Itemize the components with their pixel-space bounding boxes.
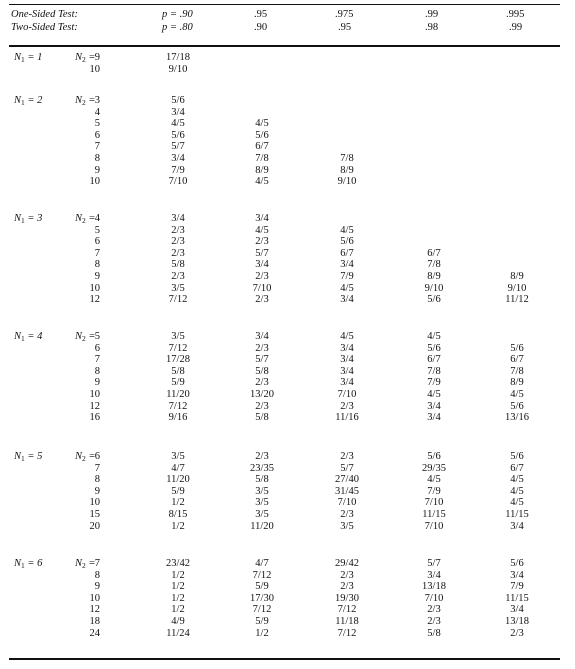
n1-label: $N_1 = 3$ <box>14 213 43 225</box>
table-cell: 5/8 <box>255 365 269 377</box>
n2-value: 9 <box>94 377 100 389</box>
n2-value: 16 <box>89 412 100 424</box>
one-sided-label: One-Sided Test: <box>11 9 78 20</box>
table-cell: 11/20 <box>250 520 274 532</box>
table-cell: 11/20 <box>166 474 190 486</box>
table-cell: 5/9 <box>255 581 269 593</box>
table-cell: 11/15 <box>505 592 529 604</box>
table-cell: 3/5 <box>340 520 354 532</box>
table-cell: 5/8 <box>427 627 441 639</box>
table-cell: 9/10 <box>507 282 527 294</box>
n2-value: 7 <box>94 247 100 259</box>
n2-value: 6 <box>94 342 100 354</box>
table-cell: 3/4 <box>340 259 354 271</box>
table-cell: 1/2 <box>171 592 185 604</box>
n2-value: 10 <box>89 176 100 188</box>
table-cell: 5/6 <box>510 342 524 354</box>
n2-value: 12 <box>89 400 100 412</box>
table-cell: 3/5 <box>171 331 185 342</box>
n2-value: 20 <box>89 520 100 532</box>
table-cell: 5/8 <box>255 474 269 486</box>
table-cell: 4/5 <box>427 474 441 486</box>
table-cell: 4/7 <box>255 558 269 569</box>
table-cell: 5/8 <box>171 365 185 377</box>
table-cell: 7/10 <box>168 176 188 188</box>
table-cell: 3/4 <box>255 213 269 224</box>
table-cell: 9/10 <box>424 282 444 294</box>
n2-value: 6 <box>94 236 100 248</box>
table-cell: 7/10 <box>424 497 444 509</box>
n2-value: 7 <box>94 354 100 366</box>
table-cell: 5/6 <box>427 342 441 354</box>
n2-value: 4 <box>94 213 100 224</box>
table-cell: 2/3 <box>340 509 354 520</box>
table-cell: 11/15 <box>505 509 529 520</box>
table-cell: 3/4 <box>340 342 354 354</box>
n2-value: 5 <box>94 224 100 236</box>
header-col-2-two: .90 <box>254 22 268 33</box>
n2-value: 10 <box>89 497 100 509</box>
table-cell: 2/3 <box>340 400 354 412</box>
n2-value: 4 <box>94 106 100 118</box>
table-cell: 6/7 <box>510 462 524 474</box>
table-cell: 1/2 <box>255 627 269 639</box>
table-cell: 5/6 <box>171 129 185 141</box>
table-cell: 7/10 <box>337 497 357 509</box>
table-cell: 2/3 <box>171 236 185 248</box>
table-cell: 1/2 <box>171 581 185 593</box>
table-cell: 5/7 <box>340 462 354 474</box>
header-col-5-two: .99 <box>509 22 523 33</box>
table-cell: 3/4 <box>510 604 524 616</box>
table-cell: 7/10 <box>424 592 444 604</box>
table-cell: 23/42 <box>166 558 190 569</box>
header-col-2-one: .95 <box>254 9 268 20</box>
n2-value: 7 <box>94 558 100 569</box>
table-cell: 6/7 <box>255 141 269 153</box>
header-col-4-two: .98 <box>425 22 439 33</box>
n2-value: 7 <box>94 141 100 153</box>
n2-value: 24 <box>89 627 100 639</box>
n1-label: $N_1 = 2$ <box>14 95 43 107</box>
table-cell: 5/6 <box>427 451 441 462</box>
table-cell: 5/9 <box>171 485 185 497</box>
n2-value: 8 <box>94 153 100 164</box>
table-cell: 3/4 <box>171 153 185 164</box>
table-cell: 7/9 <box>510 581 524 593</box>
table-cell: 8/9 <box>340 164 354 176</box>
n2-value: 12 <box>89 294 100 306</box>
n1-label: $N_1 = 1$ <box>14 52 43 64</box>
table-cell: 2/3 <box>340 451 354 462</box>
table-cell: 2/3 <box>171 247 185 259</box>
table-cell: 7/10 <box>424 520 444 532</box>
table-cell: 19/30 <box>335 592 359 604</box>
table-cell: 7/9 <box>427 485 441 497</box>
header-rule <box>9 45 560 47</box>
table-cell: 11/24 <box>166 627 190 639</box>
table-cell: 2/3 <box>255 377 269 389</box>
table-cell: 11/18 <box>335 616 359 627</box>
table-cell: 8/15 <box>168 509 188 520</box>
table-cell: 6/7 <box>427 354 441 366</box>
table-cell: 6/7 <box>427 247 441 259</box>
n2-value: 5 <box>94 331 100 342</box>
n2-value: 8 <box>94 474 100 486</box>
table-cell: 4/5 <box>171 118 185 130</box>
n2-label: $N_2$ = <box>75 558 96 570</box>
table-cell: 5/7 <box>255 247 269 259</box>
table-cell: 5/6 <box>510 451 524 462</box>
table-cell: 7/12 <box>252 604 272 616</box>
n2-value: 9 <box>94 271 100 282</box>
table-cell: 2/3 <box>340 581 354 593</box>
n2-value: 3 <box>94 95 100 106</box>
n2-value: 12 <box>89 604 100 616</box>
table-cell: 2/3 <box>427 604 441 616</box>
table-cell: 3/5 <box>255 485 269 497</box>
n2-value: 9 <box>94 164 100 176</box>
table-cell: 7/12 <box>337 627 357 639</box>
n2-label: $N_2$ = <box>75 213 96 225</box>
table-cell: 2/3 <box>510 627 524 639</box>
table-cell: 8/9 <box>255 164 269 176</box>
table-cell: 5/6 <box>427 294 441 306</box>
table-cell: 29/35 <box>422 462 446 474</box>
table-cell: 4/5 <box>255 118 269 130</box>
table-cell: 3/4 <box>510 520 524 532</box>
table-cell: 1/2 <box>171 497 185 509</box>
table-cell: 5/9 <box>255 616 269 627</box>
n2-value: 8 <box>94 365 100 377</box>
table-cell: 3/4 <box>255 331 269 342</box>
table-cell: 3/4 <box>510 569 524 581</box>
table-cell: 4/5 <box>340 282 354 294</box>
table-cell: 7/8 <box>340 153 354 164</box>
table-cell: 3/4 <box>427 400 441 412</box>
table-cell: 23/35 <box>250 462 274 474</box>
table-cell: 5/7 <box>171 141 185 153</box>
table-cell: 4/5 <box>427 389 441 400</box>
table-cell: 2/3 <box>171 224 185 236</box>
table-cell: 3/4 <box>340 354 354 366</box>
header-col-3-one: .975 <box>335 9 354 20</box>
table-cell: 5/6 <box>510 400 524 412</box>
table-cell: 27/40 <box>335 474 359 486</box>
header-col-5-one: .995 <box>506 9 525 20</box>
table-cell: 11/20 <box>166 389 190 400</box>
table-cell: 4/5 <box>427 331 441 342</box>
table-cell: 17/28 <box>166 354 190 366</box>
table-cell: 4/5 <box>340 224 354 236</box>
table-cell: 8/9 <box>427 271 441 282</box>
table-cell: 4/5 <box>510 485 524 497</box>
table-cell: 7/8 <box>427 365 441 377</box>
table-cell: 8/9 <box>510 377 524 389</box>
table-cell: 3/4 <box>340 377 354 389</box>
table-cell: 7/10 <box>252 282 272 294</box>
n2-value: 10 <box>89 389 100 400</box>
table-cell: 3/4 <box>427 412 441 424</box>
n2-value: 9 <box>94 581 100 593</box>
table-cell: 4/5 <box>255 176 269 188</box>
table-cell: 4/5 <box>510 474 524 486</box>
table-cell: 5/8 <box>171 259 185 271</box>
table-cell: 4/5 <box>255 224 269 236</box>
table-cell: 31/45 <box>335 485 359 497</box>
table-cell: 9/16 <box>168 412 188 424</box>
table-cell: 3/4 <box>340 365 354 377</box>
n2-label: $N_2$ = <box>75 52 96 64</box>
table-cell: 4/7 <box>171 462 185 474</box>
table-cell: 4/9 <box>171 616 185 627</box>
table-cell: 4/5 <box>510 497 524 509</box>
table-cell: 4/5 <box>340 331 354 342</box>
table-cell: 7/9 <box>171 164 185 176</box>
table-cell: 13/18 <box>505 616 529 627</box>
n2-value: 8 <box>94 259 100 271</box>
n1-label: $N_1 = 6$ <box>14 558 43 570</box>
table-cell: 2/3 <box>255 342 269 354</box>
table-cell: 9/10 <box>337 176 357 188</box>
n2-value: 7 <box>94 462 100 474</box>
table-cell: 3/4 <box>255 259 269 271</box>
table-cell: 7/9 <box>427 377 441 389</box>
table-cell: 1/2 <box>171 569 185 581</box>
table-cell: 3/4 <box>427 569 441 581</box>
table-cell: 11/15 <box>422 509 446 520</box>
table-cell: 2/3 <box>255 271 269 282</box>
table-cell: 11/16 <box>335 412 359 424</box>
n2-value: 5 <box>94 118 100 130</box>
table-cell: 3/4 <box>340 294 354 306</box>
table-cell: 7/8 <box>427 259 441 271</box>
n2-value: 10 <box>89 63 100 75</box>
table-cell: 7/12 <box>168 342 188 354</box>
table-cell: 7/8 <box>510 365 524 377</box>
bottom-rule <box>9 658 560 660</box>
n2-label: $N_2$ = <box>75 451 96 463</box>
table-cell: 9/10 <box>168 63 188 75</box>
table-cell: 3/5 <box>255 497 269 509</box>
table-cell: 5/8 <box>255 412 269 424</box>
table-cell: 2/3 <box>255 294 269 306</box>
table-cell: 5/7 <box>255 354 269 366</box>
table-cell: 3/5 <box>171 451 185 462</box>
table-cell: 3/4 <box>171 213 185 224</box>
table-cell: 29/42 <box>335 558 359 569</box>
n2-value: 15 <box>89 509 100 520</box>
n1-label: $N_1 = 5$ <box>14 451 43 463</box>
n2-label: $N_2$ = <box>75 95 96 107</box>
table-cell: 5/6 <box>340 236 354 248</box>
table-cell: 5/6 <box>510 558 524 569</box>
table-cell: 2/3 <box>255 451 269 462</box>
table-cell: 17/30 <box>250 592 274 604</box>
header-col-1-one: p = .90 <box>162 9 193 20</box>
table-cell: 17/18 <box>166 52 190 63</box>
table-cell: 5/6 <box>255 129 269 141</box>
n2-value: 10 <box>89 592 100 604</box>
n2-value: 10 <box>89 282 100 294</box>
header-col-4-one: .99 <box>425 9 439 20</box>
table-cell: 2/3 <box>255 400 269 412</box>
table-cell: 7/12 <box>168 294 188 306</box>
table-cell: 13/20 <box>250 389 274 400</box>
table-cell: 7/8 <box>255 153 269 164</box>
table-cell: 4/5 <box>510 389 524 400</box>
n2-value: 6 <box>94 129 100 141</box>
header-col-1-two: p = .80 <box>162 22 193 33</box>
table-cell: 13/18 <box>422 581 446 593</box>
table-cell: 3/4 <box>171 106 185 118</box>
table-cell: 5/9 <box>171 377 185 389</box>
n2-label: $N_2$ = <box>75 331 96 343</box>
table-cell: 2/3 <box>340 569 354 581</box>
table-cell: 6/7 <box>510 354 524 366</box>
table-cell: 7/12 <box>252 569 272 581</box>
table-cell: 2/3 <box>427 616 441 627</box>
table-cell: 2/3 <box>255 236 269 248</box>
table-cell: 7/9 <box>340 271 354 282</box>
table-cell: 7/12 <box>337 604 357 616</box>
n2-value: 9 <box>94 485 100 497</box>
table-cell: 8/9 <box>510 271 524 282</box>
n2-value: 6 <box>94 451 100 462</box>
table-cell: 7/12 <box>168 400 188 412</box>
table-cell: 3/5 <box>171 282 185 294</box>
table-cell: 6/7 <box>340 247 354 259</box>
table-cell: 13/16 <box>505 412 529 424</box>
table-cell: 5/6 <box>171 95 185 106</box>
table-cell: 1/2 <box>171 520 185 532</box>
n2-value: 18 <box>89 616 100 627</box>
table-cell: 1/2 <box>171 604 185 616</box>
table-cell: 2/3 <box>171 271 185 282</box>
n2-value: 9 <box>94 52 100 63</box>
table-cell: 11/12 <box>505 294 529 306</box>
top-rule <box>9 4 560 5</box>
table-cell: 3/5 <box>255 509 269 520</box>
two-sided-label: Two-Sided Test: <box>11 22 78 33</box>
n2-value: 8 <box>94 569 100 581</box>
table-cell: 7/10 <box>337 389 357 400</box>
n1-label: $N_1 = 4$ <box>14 331 43 343</box>
table-cell: 5/7 <box>427 558 441 569</box>
header-col-3-two: .95 <box>338 22 352 33</box>
